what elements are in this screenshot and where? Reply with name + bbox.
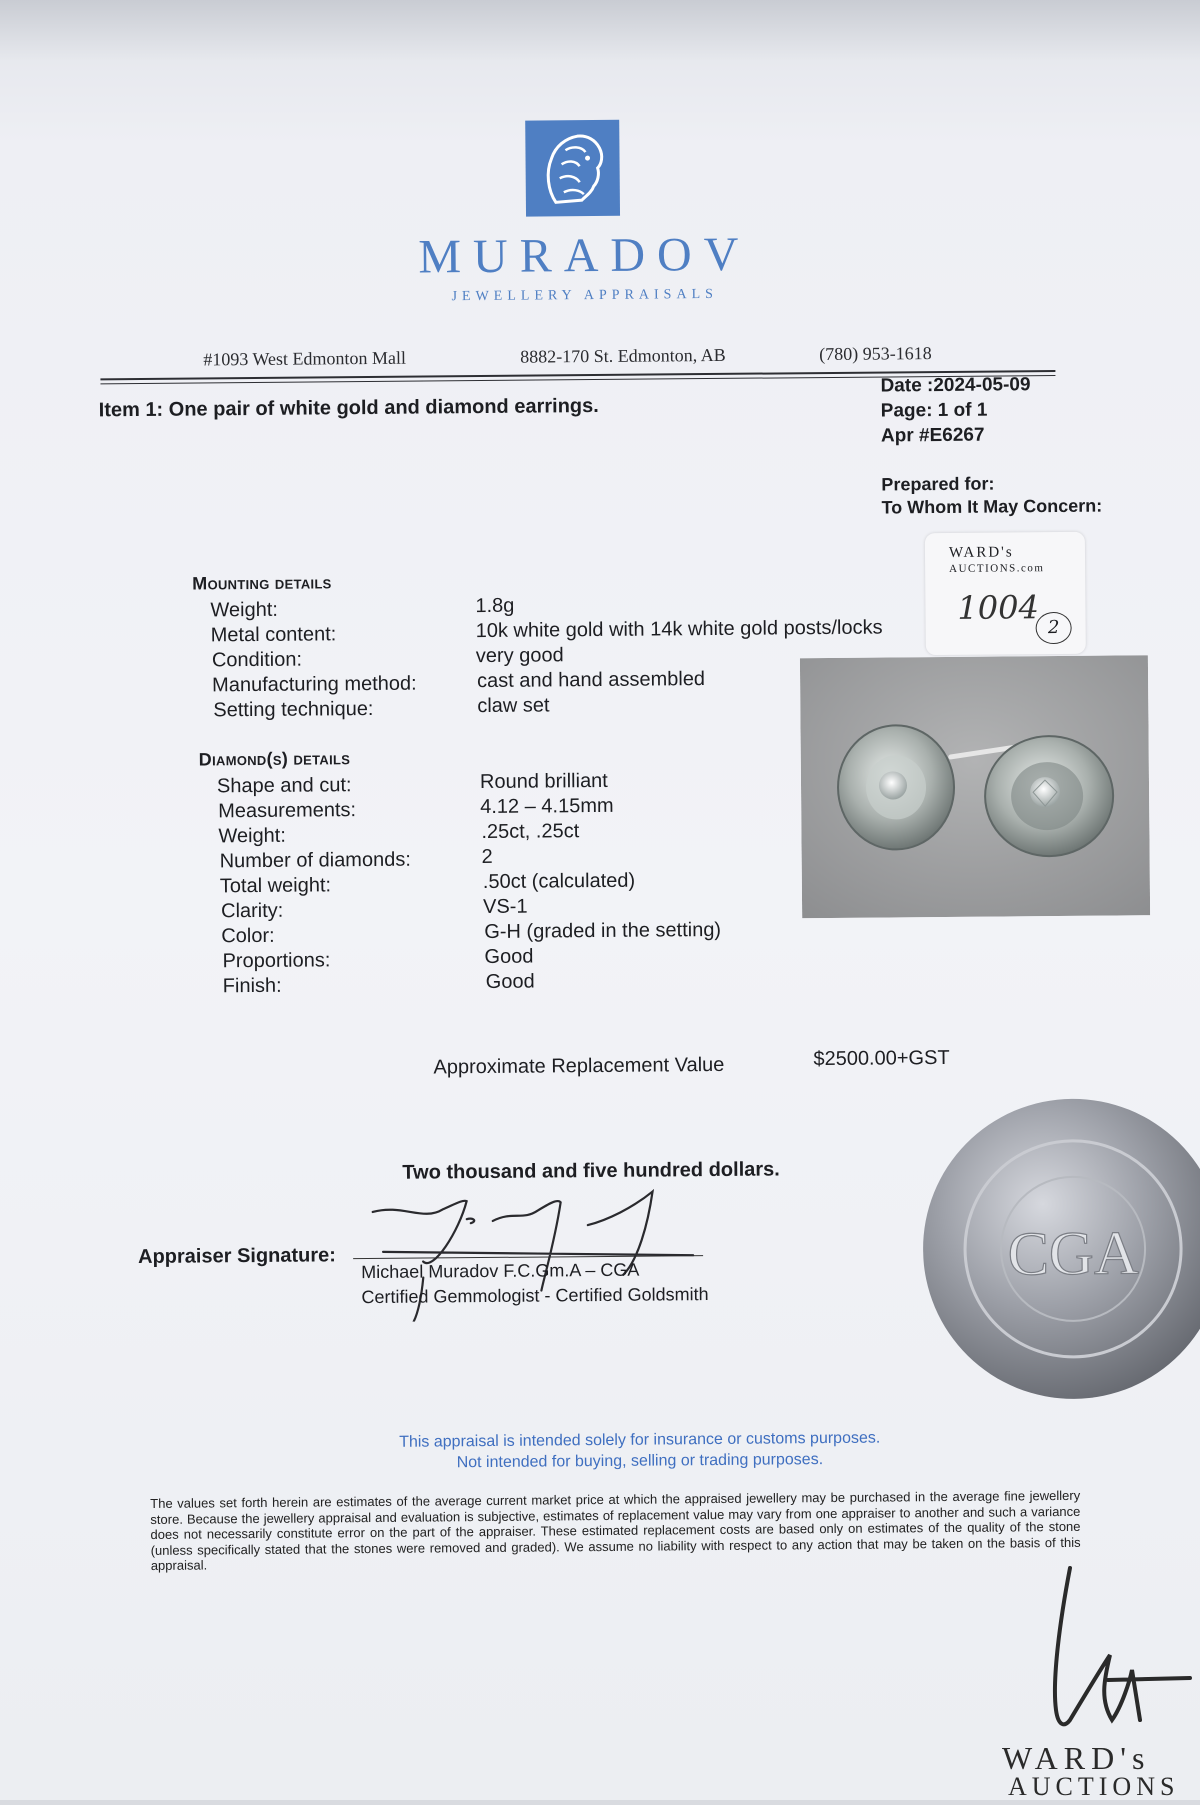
- diamond-label: Number of diamonds:: [219, 848, 411, 873]
- mount-value: claw set: [477, 694, 550, 718]
- mount-label: Manufacturing method:: [212, 672, 417, 697]
- diamond-label: Total weight:: [219, 874, 332, 898]
- phone-number: (780) 953-1618: [819, 343, 932, 365]
- diamond-label: Shape and cut:: [216, 774, 352, 798]
- watermark-brand: WARD's: [1002, 1740, 1151, 1776]
- item-title: Item 1: One pair of white gold and diamond earrings.: [98, 394, 599, 422]
- appraisal-number: Apr #E6267: [880, 424, 985, 447]
- purpose-notice-line2: Not intended for buying, selling or trading purposes.: [456, 1451, 824, 1472]
- prepared-for-recipient: To Whom It May Concern:: [881, 495, 1103, 518]
- appraiser-name: Michael Muradov F.C.Gm.A – CGA: [361, 1259, 640, 1283]
- diamond-value: G-H (graded in the setting): [484, 918, 722, 944]
- diamond-value: Good: [485, 970, 535, 994]
- diamond-value: Good: [484, 945, 534, 969]
- mount-label: Metal content:: [210, 623, 337, 647]
- diamond-value: Round brilliant: [479, 769, 608, 794]
- lot-tag-brand: WARD's: [948, 544, 1014, 561]
- appraisal-date: Date :2024-05-09: [880, 374, 1031, 397]
- diamond-label: Measurements:: [218, 799, 357, 823]
- diamond-label: Weight:: [218, 824, 286, 848]
- value-in-words: Two thousand and five hundred dollars.: [402, 1158, 780, 1184]
- diamond-value: 2: [481, 845, 493, 869]
- replacement-value-label: Approximate Replacement Value: [433, 1053, 725, 1079]
- mount-label: Condition:: [211, 648, 303, 672]
- address-mall: #1093 West Edmonton Mall: [203, 347, 407, 370]
- diamond-label: Color:: [221, 924, 275, 948]
- diamond-label: Finish:: [222, 974, 282, 998]
- mount-value: very good: [475, 644, 564, 668]
- disclaimer-text: The values set forth herein are estimates of the average current market price at which the appraised jewellery may be purchased in the average fine jewellery store. Because the jewellery appraisal and evaluation is subjective, estimates of replacement value may vary from one appraiser to another and such a variance does not necessarily constitute error on the part of the appraiser. These estimated replacement costs are based only on estimates of the quality of the stone (unless specifically stated that the stones were removed and graded). We assume no liability with respect to any action that may be taken on the basis of this appraisal.: [150, 1487, 1081, 1573]
- mount-value: 1.8g: [475, 594, 515, 618]
- lion-logo-icon: [525, 120, 620, 217]
- cga-seal-icon: [922, 1093, 1200, 1405]
- diamond-label: Proportions:: [222, 949, 331, 973]
- company-subtitle: JEWELLERY APPRAISALS: [451, 286, 718, 305]
- auction-lot-tag: [925, 532, 1086, 655]
- replacement-value-amount: $2500.00+GST: [813, 1046, 950, 1071]
- diamonds-heading: Diamond(s) details: [198, 748, 351, 770]
- mount-value: cast and hand assembled: [476, 668, 706, 693]
- seal-text: CGA: [1007, 1219, 1139, 1289]
- appraiser-signature-label: Appraiser Signature:: [138, 1244, 337, 1269]
- purpose-notice-line1: This appraisal is intended solely for insurance or customs purposes.: [399, 1429, 881, 1451]
- mounting-heading: Mounting details: [192, 572, 332, 594]
- company-name: MURADOV: [418, 227, 751, 284]
- diamond-value: VS-1: [482, 895, 528, 919]
- lot-tag-sub: AUCTIONS.com: [949, 562, 1045, 575]
- address-street: 8882-170 St. Edmonton, AB: [520, 344, 726, 367]
- mount-value: 10k white gold with 14k white gold posts/locks: [475, 616, 883, 643]
- watermark-sub: AUCTIONS: [1008, 1772, 1180, 1801]
- diamond-value: .25ct, .25ct: [481, 820, 580, 844]
- prepared-for-label: Prepared for:: [881, 473, 995, 495]
- lot-number: 1004: [957, 588, 1040, 627]
- mount-label: Weight:: [210, 598, 279, 622]
- diamond-label: Clarity:: [220, 899, 284, 923]
- sub-lot-number: 2: [1036, 612, 1072, 644]
- earrings-photo: [800, 655, 1150, 918]
- diamond-value: .50ct (calculated): [482, 869, 636, 894]
- diamond-value: 4.12 – 4.15mm: [480, 794, 614, 819]
- appraiser-credentials: Certified Gemmologist - Certified Goldsmith: [361, 1284, 709, 1308]
- page-number: Page: 1 of 1: [880, 399, 988, 422]
- mount-label: Setting technique:: [213, 697, 374, 722]
